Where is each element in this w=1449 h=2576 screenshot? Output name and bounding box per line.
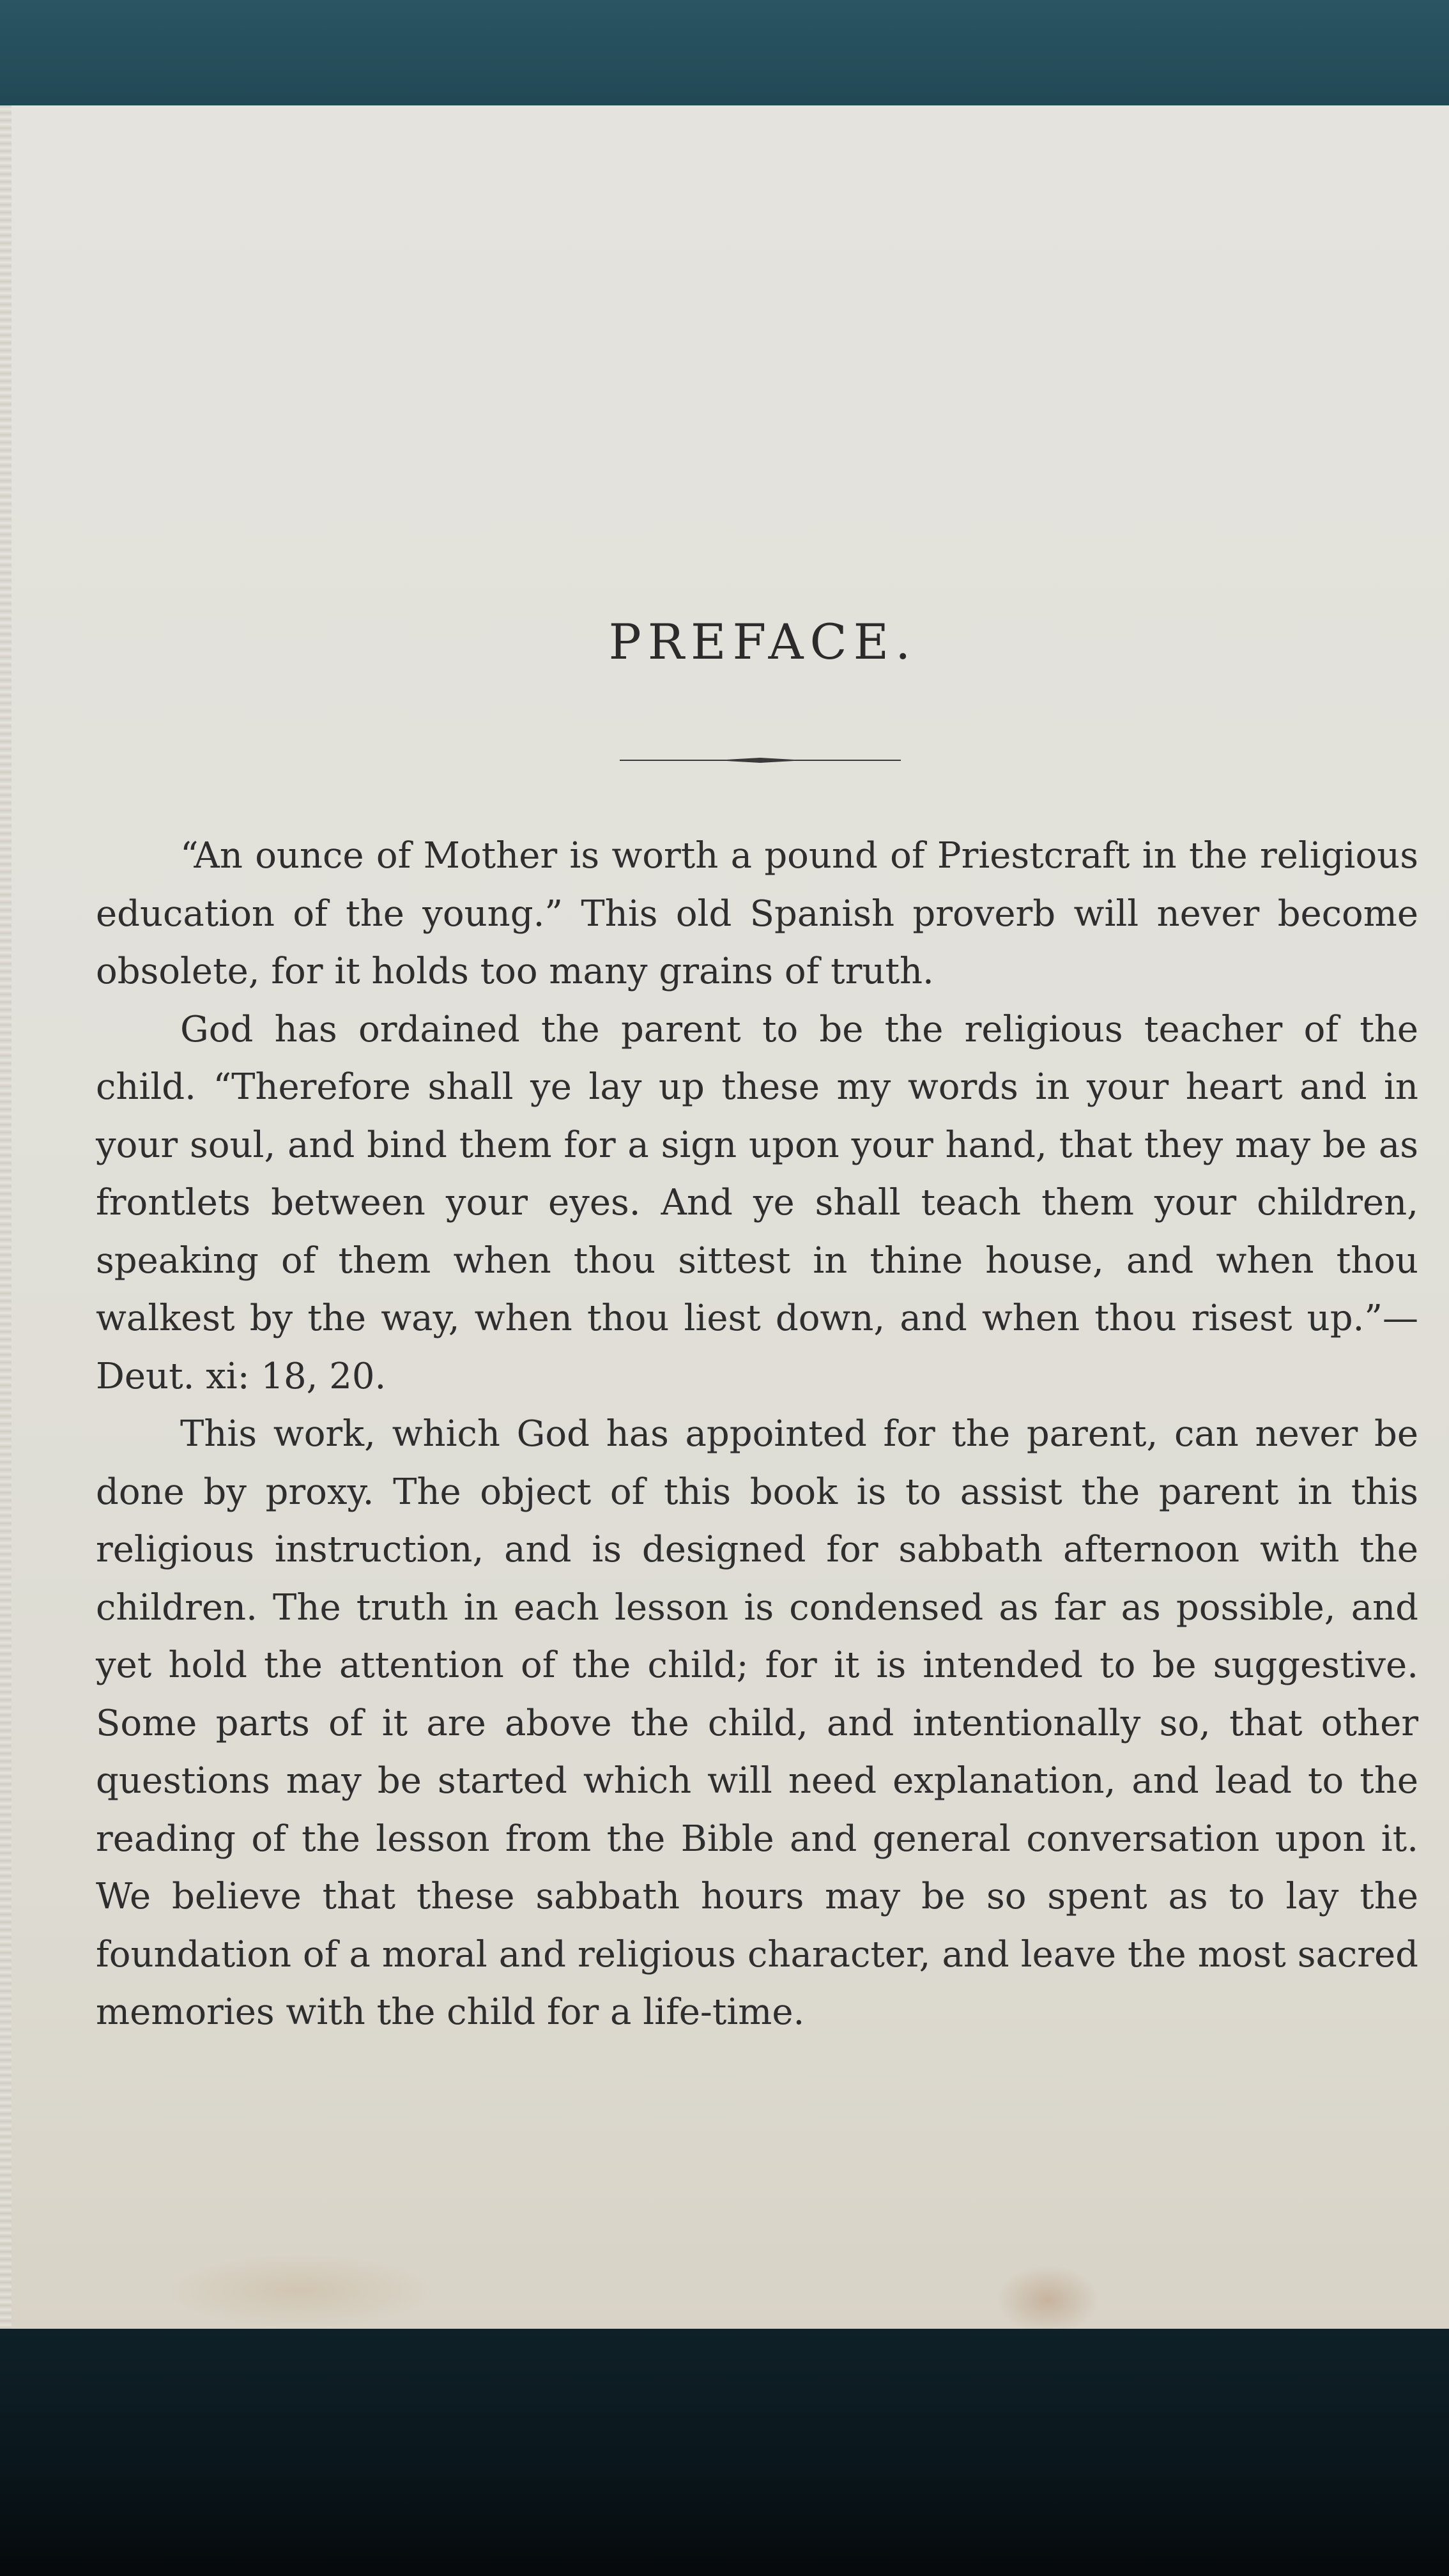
preface-body	[96, 827, 1418, 2042]
page-edge	[0, 105, 12, 2329]
ornamental-rule	[620, 756, 901, 765]
paragraph: This work, which God has appointed for the parent, can never be done by proxy. The object of this book is to assist the parent in this religious instruction, and is designed for sabbath afternoon with the children. The truth in each lesson is condensed as far as possible, and yet hold the attention of the child; for it is intended to be suggestive. Some parts of it are above the child, and intentionally so, that other questions may be started which will need explanation, and lead to the reading of the lesson from the Bible and general conversation upon it. We believe that these sabbath hours may be so spent as to lay the foundation of a moral and religious character, and leave the most sacred memories with the child for a life-time.	[96, 1413, 1418, 2033]
paragraph: God has ordained the parent to be the religious teacher of the child. “Therefore shall ye lay up these my words in your heart and in your soul, and bind them for a sign upon your hand, that they may be as frontlets between your eyes. And ye shall teach them your children, speaking of them when thou sittest in thine house, and when thou walkest by the way, when thou liest down, and when thou risest up.”— Deut. xi: 18, 20.	[96, 1008, 1418, 1397]
backdrop-bottom	[0, 2326, 1449, 2576]
page-stain	[997, 2265, 1099, 2335]
page-stain	[166, 2252, 434, 2329]
paragraph: “An ounce of Mother is worth a pound of Priestcraft in the religious education of the young.” This old Spanish proverb will never become obsolete, for it holds too many grains of truth.	[96, 835, 1418, 992]
page-title: PREFACE.	[608, 613, 917, 670]
